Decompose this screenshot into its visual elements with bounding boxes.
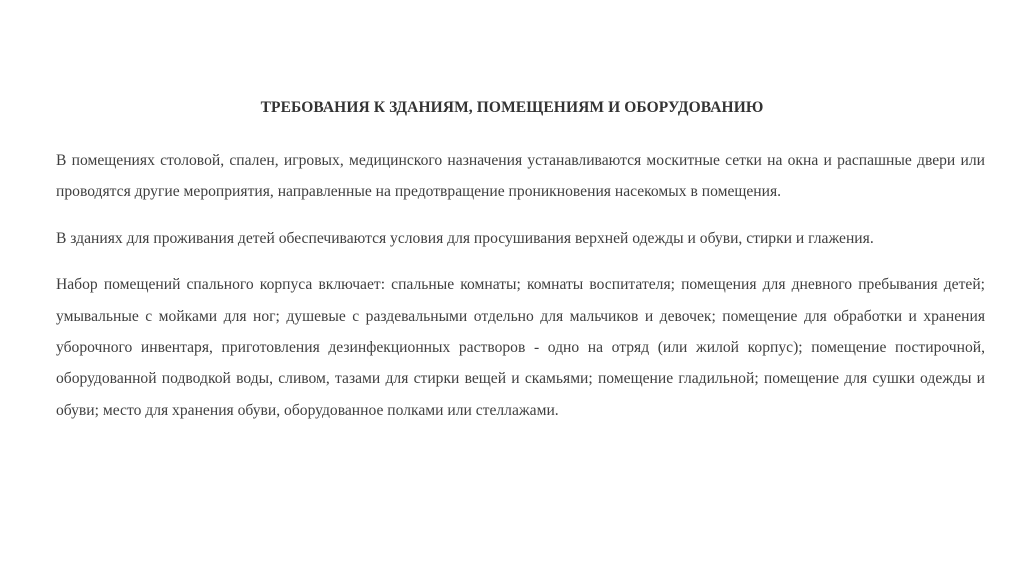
paragraph-mosquito-nets: В помещениях столовой, спален, игровых, медицинского назначения устанавливаются москитные сетки на окна и распашные двери или проводятся другие мероприятия, направленные на предотвращение проникновения насекомых в помещения.: [56, 152, 985, 201]
body-text: [56, 145, 985, 441]
paragraph-drying-conditions: В зданиях для проживания детей обеспечиваются условия для просушивания верхней одежды и обуви, стирки и глажения.: [56, 229, 874, 247]
paragraph-dormitory-rooms: Набор помещений спального корпуса включает: спальные комнаты; комнаты воспитателя; помещения для дневного пребывания детей; умывальные с мойками для ног; душевые с раздевальными отдельно для мальчиков и девочек; помещение для обработки и хранения уборочного инвентаря, приготовления дезинфекционных растворов - одно на отряд (или жилой корпус); помещение постирочной, оборудованной подводкой воды, сливом, тазами для стирки вещей и скамьями; помещение гладильной; помещение для сушки одежды и обуви; место для хранения обуви, оборудованное полками или стеллажами.: [56, 276, 985, 419]
page-title: ТРЕБОВАНИЯ К ЗДАНИЯМ, ПОМЕЩЕНИЯМ И ОБОРУДОВАНИЮ: [260, 99, 764, 116]
